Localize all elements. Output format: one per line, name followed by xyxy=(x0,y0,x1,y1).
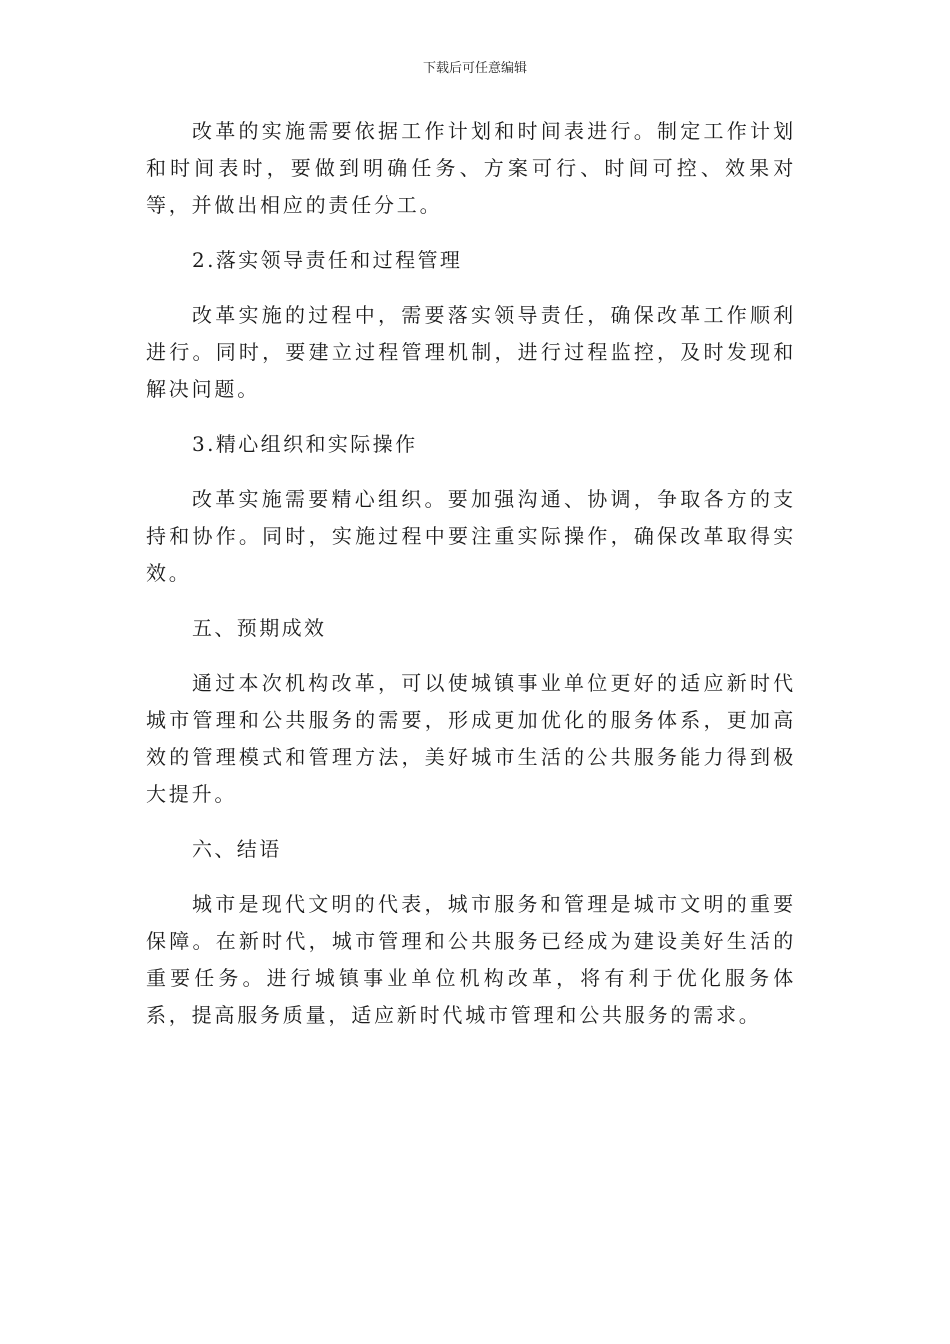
header-note: 下载后可任意编辑 xyxy=(422,61,527,76)
heading-expected-results: 五、预期成效 xyxy=(192,616,327,640)
heading-leadership-responsibility: 2.落实领导责任和过程管理 xyxy=(192,248,463,272)
paragraph-work-plan: 改革的实施需要依据工作计划和时间表进行。制定工作计划和时间表时，要做到明确任务、方案可行、时间可控、效果对等，并做出相应的责任分工。 xyxy=(146,119,796,217)
paragraph-leadership-responsibility: 改革实施的过程中，需要落实领导责任，确保改革工作顺利进行。同时，要建立过程管理机制，进行过程监控，及时发现和解决问题。 xyxy=(146,303,796,401)
paragraph-expected-results: 通过本次机构改革，可以使城镇事业单位更好的适应新时代城市管理和公共服务的需要，形成更加优化的服务体系，更加高效的管理模式和管理方法，美好城市生活的公共服务能力得到极大提升。 xyxy=(146,671,796,806)
paragraph-organization-operation: 改革实施需要精心组织。要加强沟通、协调，争取各方的支持和协作。同时，实施过程中要注重实际操作，确保改革取得实效。 xyxy=(146,487,796,585)
heading-conclusion: 六、结语 xyxy=(192,837,282,861)
document-body xyxy=(146,113,796,1034)
heading-organization-operation: 3.精心组织和实际操作 xyxy=(192,432,418,456)
paragraph-conclusion: 城市是现代文明的代表，城市服务和管理是城市文明的重要保障。在新时代，城市管理和公共服务已经成为建设美好生活的重要任务。进行城镇事业单位机构改革，将有利于优化服务体系，提高服务质量，适应新时代城市管理和公共服务的需求。 xyxy=(146,892,796,1027)
